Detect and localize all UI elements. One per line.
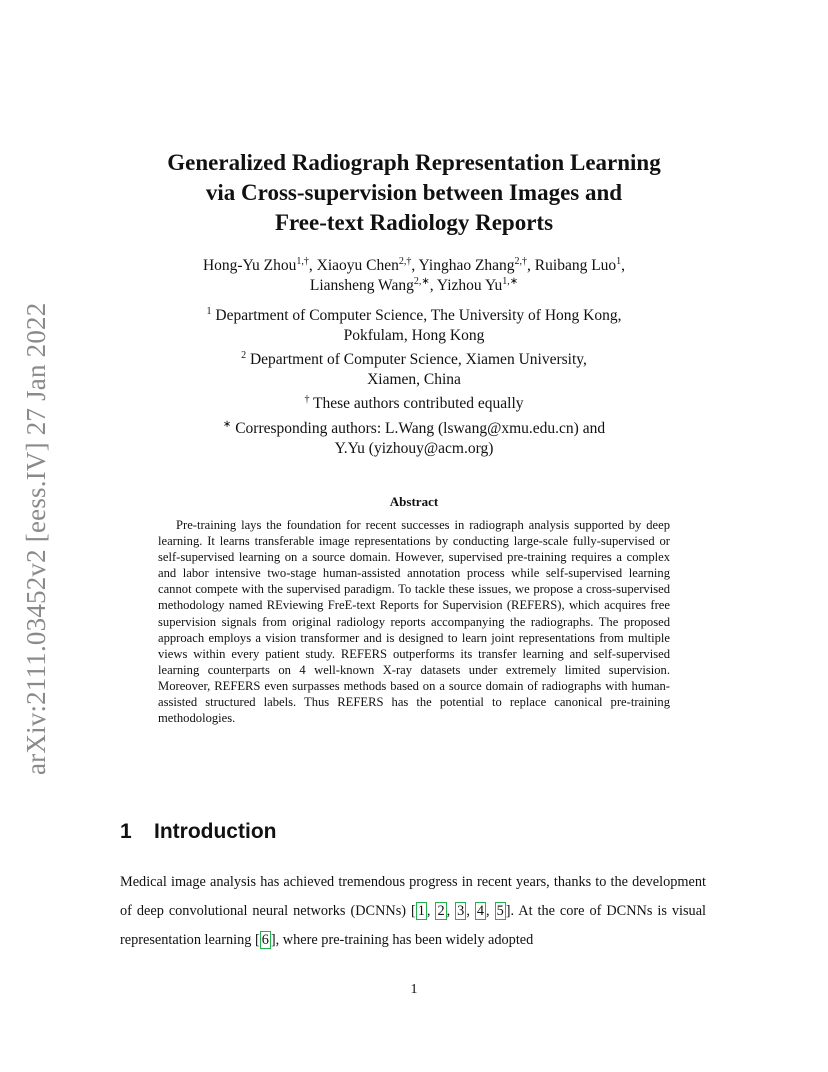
author-line (120, 256, 708, 276)
affiliation-text: Department of Computer Science, Xiamen University, (246, 351, 587, 368)
citation-link[interactable]: 6 (261, 932, 269, 948)
author-affiliation-mark: 1,† (296, 255, 309, 267)
body-text: ], where pre-training has been widely adopted (270, 932, 534, 948)
section-number: 1 (120, 820, 132, 843)
body-text: Medical image analysis has achieved tremendous progress in recent years, thanks to the development of deep convolutional neural networks (DCNNs) [ (120, 874, 706, 919)
affiliation-text: Pokfulam, Hong Kong (343, 327, 485, 344)
note-text: These authors contributed equally (309, 395, 524, 412)
dagger-mark: † (304, 393, 310, 405)
citation-separator: , (486, 903, 495, 919)
abstract-body (158, 517, 670, 726)
corresponding-authors-note (120, 419, 708, 459)
citation-link[interactable]: 2 (437, 903, 445, 919)
citation-link[interactable]: 5 (496, 903, 504, 919)
author-affiliation-mark: 2,† (398, 255, 412, 267)
title-line: via Cross-supervision between Images and (205, 180, 623, 205)
citation-link[interactable]: 1 (417, 903, 425, 919)
citation-link[interactable]: 4 (476, 903, 485, 919)
paper-title (90, 148, 738, 238)
author-affiliation-mark: 1 (616, 255, 622, 267)
arxiv-identifier: arXiv:2111.03452v2 [eess.IV] 27 Jan 2022 (21, 302, 51, 775)
note-text: Corresponding authors: L.Wang (lswang@xmu.edu.cn) and (231, 420, 606, 437)
equal-contribution-note (120, 394, 708, 414)
asterisk-mark: ∗ (222, 418, 232, 430)
introduction-paragraph (120, 868, 706, 955)
author-name: Liansheng Wang (309, 277, 414, 294)
author-name: , Xiaoyu Chen (308, 257, 399, 274)
author-list (120, 256, 708, 296)
title-line: Free-text Radiology Reports (274, 210, 554, 235)
section-heading (120, 820, 276, 844)
author-affiliation-mark: 2,∗ (413, 275, 430, 287)
abstract-heading: Abstract (389, 494, 439, 509)
citation-separator: , (466, 903, 475, 919)
affiliation-text: Xiamen, China (367, 371, 461, 388)
citation-separator: , (446, 903, 456, 919)
affiliation-mark: 1 (206, 305, 212, 317)
author-name: Hong-Yu Zhou (202, 257, 297, 274)
author-affiliation-mark: 2,† (514, 255, 528, 267)
affiliation-1 (120, 306, 708, 346)
citation-link[interactable]: 3 (457, 903, 465, 919)
affiliation-2 (120, 350, 708, 390)
author-affiliation-mark: 1,∗ (502, 275, 519, 287)
affiliation-mark: 2 (241, 349, 247, 361)
section-title: Introduction (154, 820, 277, 843)
abstract-text: Pre-training lays the foundation for recent successes in radiograph analysis supported by deep learning. It learns transferable image representations by conducting large-scale fully-supervised or self-supervised learning on a source domain. However, supervised pre-training requires a complex and labor intensive two-stage human-assisted annotation process while self-supervised learning cannot compete with the supervised paradigm. To tackle these issues, we propose a cross-supervised methodology named REviewing FreE-text Reports for Supervision (REFERS), which acquires free supervision signals from original radiology reports accompanying the radiographs. The proposed approach employs a vision transformer and is designed to learn joint representations from multiple views within every patient study. REFERS outperforms its transfer learning and self-supervised learning counterparts on 4 well-known X-ray datasets under extremely limited supervision. Moreover, REFERS even surpasses methods based on a source domain of radiographs with human-assisted structured labels. Thus REFERS has the potential to replace canonical pre-training methodologies. (158, 518, 670, 726)
author-name: , Yizhou Yu (429, 277, 503, 294)
author-name: , Yinghao Zhang (411, 257, 515, 274)
page-number: 1 (410, 982, 418, 997)
title-line: Generalized Radiograph Representation Learning (167, 150, 661, 175)
author-name: , Ruibang Luo (527, 257, 617, 274)
author-separator: , (621, 257, 626, 274)
citation-separator: , (426, 903, 436, 919)
body-text: ]. At the core of DCNNs is visual representation learning [ (120, 903, 707, 948)
note-text: Y.Yu (yizhouy@acm.org) (334, 440, 494, 457)
affiliation-text: Department of Computer Science, The University of Hong Kong, (211, 307, 622, 324)
author-line (120, 276, 708, 296)
